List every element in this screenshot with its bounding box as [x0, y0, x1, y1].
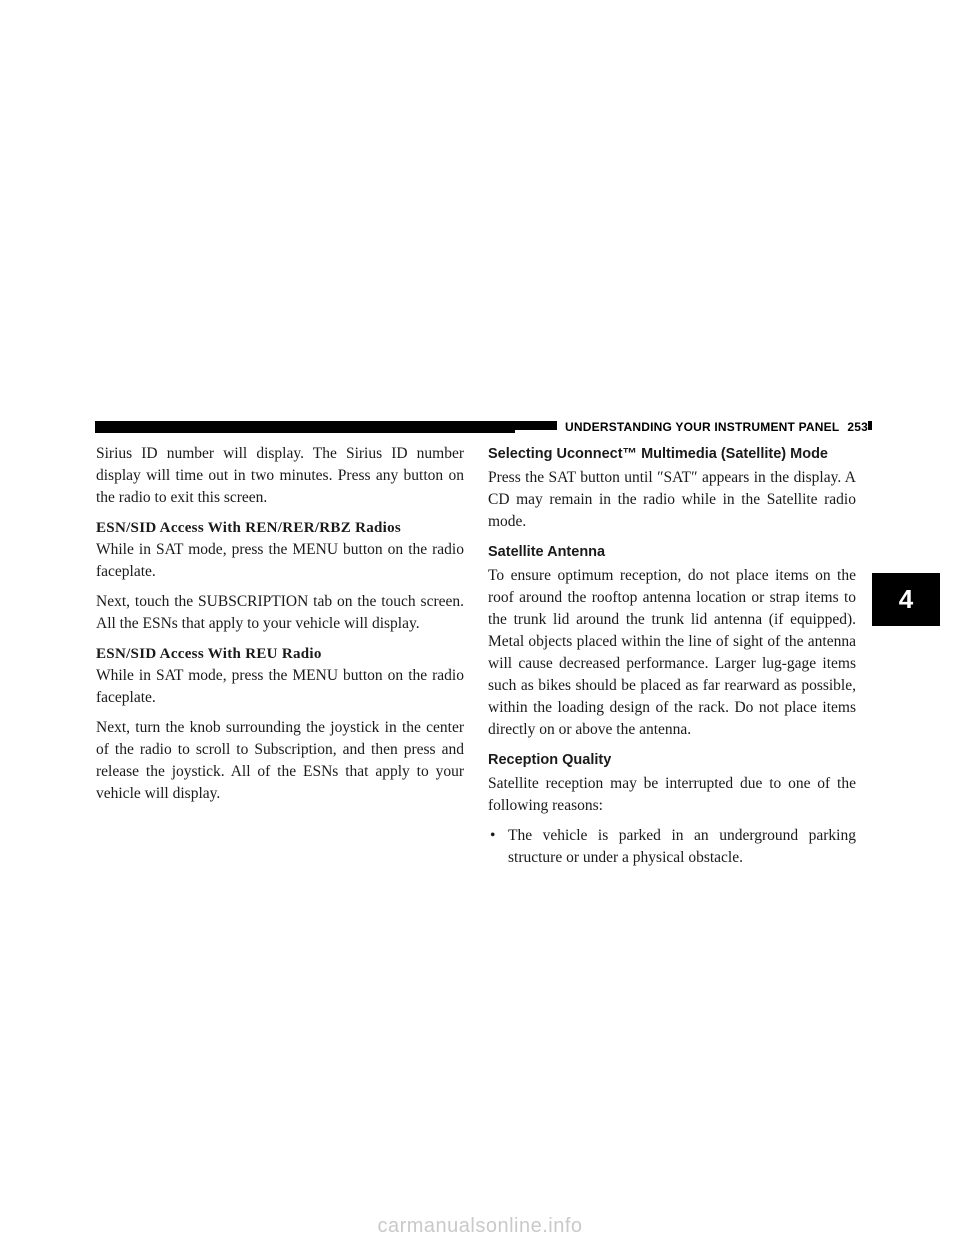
list-item-text: The vehicle is parked in an underground parking structure or under a physical obstacle. — [508, 827, 856, 866]
watermark: carmanualsonline.info — [377, 1215, 583, 1237]
section-title: UNDERSTANDING YOUR INSTRUMENT PANEL — [565, 420, 840, 434]
left-column — [96, 443, 464, 813]
right-column — [488, 443, 856, 869]
subheading: ESN/SID Access With REN/RER/RBZ Radios — [96, 520, 402, 536]
paragraph: Next, touch the SUBSCRIPTION tab on the touch screen. All the ESNs that apply to your vehicle will display. — [96, 593, 464, 632]
bullet-icon: • — [490, 827, 496, 844]
paragraph: Next, turn the knob surrounding the joystick in the center of the radio to scroll to Subscription, and then press and release the joystick. All of the ESNs that apply to your vehicle will display. — [96, 719, 464, 802]
paragraph: Satellite reception may be interrupted due to one of the following reasons: — [488, 775, 856, 814]
section-heading: Reception Quality — [488, 752, 612, 768]
section-heading: Satellite Antenna — [488, 544, 606, 560]
list-item — [488, 825, 856, 869]
paragraph: While in SAT mode, press the MENU button on the radio faceplate. — [96, 541, 464, 580]
page-number: 253 — [847, 420, 868, 434]
chapter-number: 4 — [898, 584, 914, 614]
paragraph: While in SAT mode, press the MENU button on the radio faceplate. — [96, 667, 464, 706]
subheading: ESN/SID Access With REU Radio — [96, 646, 322, 662]
chapter-tab — [872, 573, 940, 626]
header-rule — [95, 421, 515, 433]
paragraph: Sirius ID number will display. The Sirius ID number display will time out in two minutes. Press any button on the radio to exit this screen. — [96, 445, 464, 506]
section-heading: Selecting Uconnect™ Multimedia (Satellite) Mode — [488, 446, 828, 462]
paragraph: Press the SAT button until ″SAT″ appears in the display. A CD may remain in the radio while in the Satellite radio mode. — [488, 469, 856, 530]
running-header — [557, 421, 868, 433]
paragraph: To ensure optimum reception, do not place items on the roof around the rooftop antenna location or strap items to the trunk lid around the trunk lid antenna (if equipped). Metal objects placed within the line of sight of the antenna will cause decreased performance. Larger lug-gage items such as bikes should be placed as far rearward as possible, within the loading design of the rack. Do not place items directly on or above the antenna. — [488, 567, 856, 738]
